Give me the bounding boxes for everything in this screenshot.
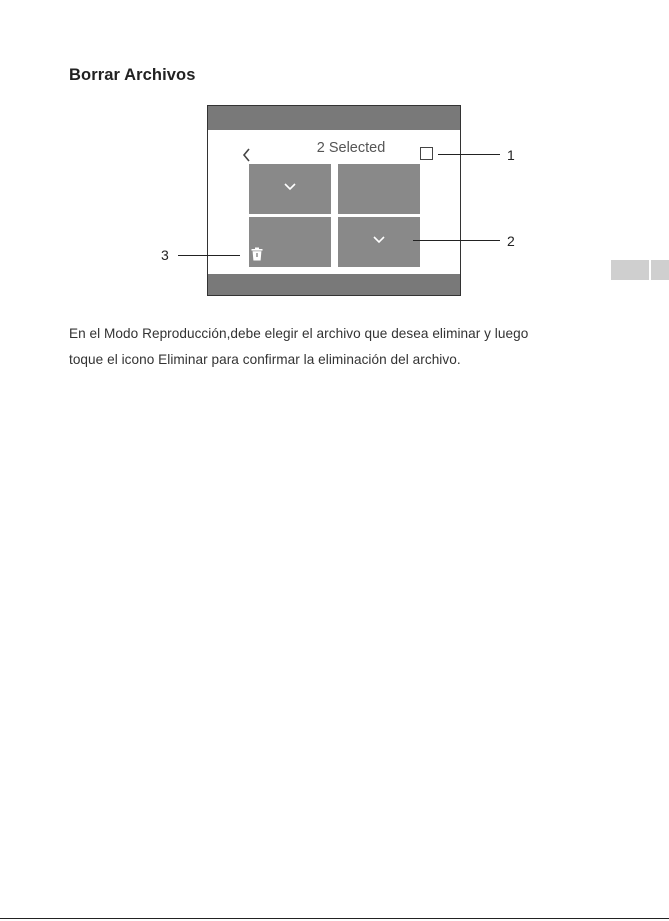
- back-chevron-icon[interactable]: [240, 147, 254, 163]
- select-all-checkbox[interactable]: [420, 147, 433, 160]
- selected-check-icon: [283, 182, 297, 192]
- side-tab-divider: [649, 260, 651, 280]
- paragraph-line-1: En el Modo Reproducción,debe elegir el archivo que desea eliminar y luego: [69, 326, 529, 341]
- section-title: Borrar Archivos: [69, 66, 196, 84]
- callout-line-1: [438, 154, 500, 155]
- page-bottom-rule: [0, 918, 669, 919]
- screen-bottom-bar: [208, 274, 460, 295]
- selected-check-icon: [372, 235, 386, 245]
- thumbnail-4[interactable]: [338, 217, 420, 267]
- callout-line-3: [178, 255, 240, 256]
- chapter-side-tab: [611, 260, 669, 280]
- callout-line-2: [413, 240, 500, 241]
- selection-count-title: 2 Selected: [316, 140, 386, 156]
- thumbnail-1[interactable]: [249, 164, 331, 214]
- thumbnail-2[interactable]: [338, 164, 420, 214]
- camera-screen-illustration: [207, 105, 461, 296]
- paragraph-line-2: toque el icono Eliminar para confirmar la eliminación del archivo.: [69, 352, 461, 367]
- trash-icon[interactable]: [251, 247, 263, 261]
- callout-number-3: 3: [161, 247, 169, 263]
- instruction-paragraph: [69, 321, 609, 373]
- callout-number-2: 2: [507, 233, 515, 249]
- callout-number-1: 1: [507, 147, 515, 163]
- screen-top-bar: [208, 106, 460, 130]
